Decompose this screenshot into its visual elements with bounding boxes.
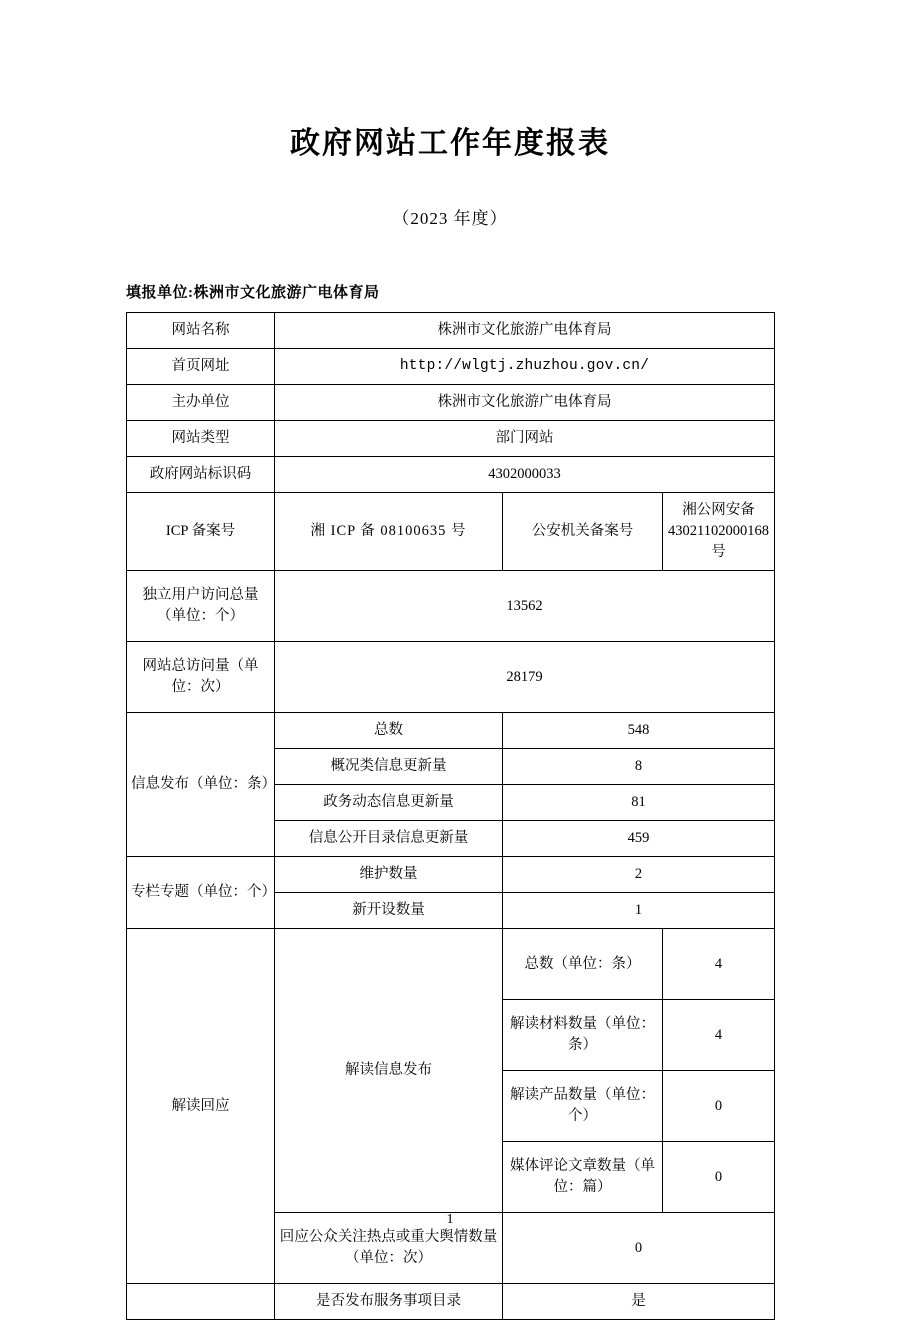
column-topic-item-value: 1 [503, 893, 775, 929]
unique-visitors-value: 13562 [275, 571, 775, 642]
gov-code-value: 4302000033 [275, 457, 775, 493]
total-visits-label: 网站总访问量（单位：次） [127, 642, 275, 713]
site-type-value: 部门网站 [275, 421, 775, 457]
table-row [127, 349, 775, 385]
site-name-label: 网站名称 [127, 313, 275, 349]
service-catalog-label: 是否发布服务事项目录 [275, 1284, 503, 1320]
interpretation-item-label: 媒体评论文章数量（单位：篇） [503, 1142, 663, 1213]
info-publish-item-value: 548 [503, 713, 775, 749]
column-topic-item-label: 新开设数量 [275, 893, 503, 929]
table-row [127, 313, 775, 349]
table-row [127, 929, 775, 1000]
homepage-label: 首页网址 [127, 349, 275, 385]
info-publish-item-value: 81 [503, 785, 775, 821]
sponsor-value: 株洲市文化旅游广电体育局 [275, 385, 775, 421]
table-row [127, 493, 775, 571]
police-record-label: 公安机关备案号 [503, 493, 663, 571]
empty-cell [127, 1284, 275, 1320]
hotspot-response-label: 回应公众关注热点或重大舆情数量（单位：次） [275, 1213, 503, 1284]
interpretation-item-value: 0 [663, 1071, 775, 1142]
total-visits-value: 28179 [275, 642, 775, 713]
sponsor-label: 主办单位 [127, 385, 275, 421]
page-title: 政府网站工作年度报表 [290, 127, 610, 160]
icp-value: 湘 ICP 备 08100635 号 [275, 493, 503, 571]
annual-report-table [126, 312, 775, 1320]
homepage-value: http://wlgtj.zhuzhou.gov.cn/ [275, 349, 775, 385]
site-type-label: 网站类型 [127, 421, 275, 457]
service-catalog-value: 是 [503, 1284, 775, 1320]
interpretation-item-value: 0 [663, 1142, 775, 1213]
table-row [127, 421, 775, 457]
interpretation-item-label: 解读产品数量（单位：个） [503, 1071, 663, 1142]
table-row [127, 713, 775, 749]
icp-label: ICP 备案号 [127, 493, 275, 571]
table-row [127, 571, 775, 642]
info-publish-item-value: 8 [503, 749, 775, 785]
interpretation-item-label: 解读材料数量（单位：条） [503, 1000, 663, 1071]
info-publish-item-label: 总数 [275, 713, 503, 749]
interpretation-publish-label: 解读信息发布 [275, 929, 503, 1213]
interpretation-item-label: 总数（单位：条） [503, 929, 663, 1000]
table-row [127, 1284, 775, 1320]
interpretation-item-value: 4 [663, 929, 775, 1000]
unique-visitors-label: 独立用户访问总量（单位：个） [127, 571, 275, 642]
police-record-value: 湘公网安备 43021102000168 号 [663, 493, 775, 571]
site-name-value: 株洲市文化旅游广电体育局 [275, 313, 775, 349]
info-publish-label: 信息发布（单位：条） [127, 713, 275, 857]
interpretation-label: 解读回应 [127, 929, 275, 1284]
column-topic-label: 专栏专题（单位：个） [127, 857, 275, 929]
table-row [127, 385, 775, 421]
gov-code-label: 政府网站标识码 [127, 457, 275, 493]
info-publish-item-label: 概况类信息更新量 [275, 749, 503, 785]
table-row [127, 642, 775, 713]
page-number: 1 [446, 1212, 454, 1227]
info-publish-item-label: 政务动态信息更新量 [275, 785, 503, 821]
column-topic-item-label: 维护数量 [275, 857, 503, 893]
interpretation-item-value: 4 [663, 1000, 775, 1071]
column-topic-item-value: 2 [503, 857, 775, 893]
table-row [127, 457, 775, 493]
info-publish-item-label: 信息公开目录信息更新量 [275, 821, 503, 857]
report-unit-line: 填报单位:株洲市文化旅游广电体育局 [126, 285, 380, 301]
page-subtitle: （2023 年度） [392, 209, 508, 228]
info-publish-item-value: 459 [503, 821, 775, 857]
table-row [127, 857, 775, 893]
hotspot-response-value: 0 [503, 1213, 775, 1284]
